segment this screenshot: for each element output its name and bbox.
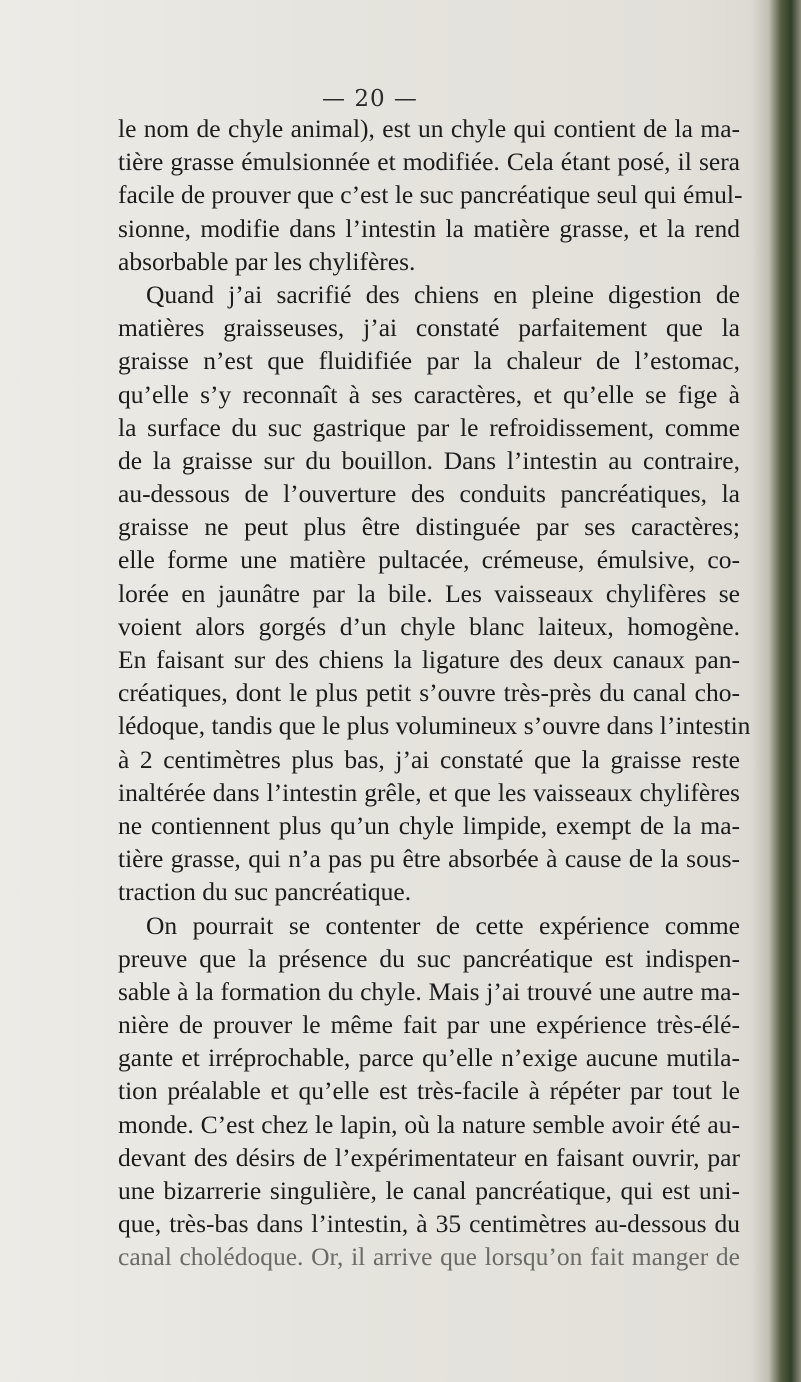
text-line: graisse ne peut plus être distinguée par ses caractères; <box>118 512 740 542</box>
text-line: devant des désirs de l’expérimentateur en faisant ouvrir, par <box>118 1142 740 1172</box>
text-line: elle forme une matière pultacée, crémeuse, émulsive, co- <box>118 545 740 575</box>
text-line: absorbable par les chylifères. <box>118 246 416 276</box>
text-line: à 2 centimètres plus bas, j’ai constaté que la graisse reste <box>118 744 740 774</box>
text-line: le nom de chyle animal), est un chyle qui contient de la ma- <box>118 114 740 143</box>
text-line: créatiques, dont le plus petit s’ouvre très-près du canal cho- <box>118 678 740 708</box>
text-line: voient alors gorgés d’un chyle blanc laiteux, homogène. <box>118 611 740 641</box>
text-line: tière grasse, qui n’a pas pu être absorbée à cause de la sous- <box>118 844 740 874</box>
text-line: tion préalable et qu’elle est très-facile à répéter par tout le <box>118 1076 740 1106</box>
text-line: lédoque, tandis que le plus volumineux s’ouvre dans l’intestin <box>118 711 751 741</box>
text-line: de la graisse sur du bouillon. Dans l’intestin au contraire, <box>118 445 740 475</box>
text-line: graisse n’est que fluidifiée par la chaleur de l’estomac, <box>118 346 740 376</box>
text-line: une bizarrerie singulière, le canal pancréatique, qui est uni- <box>118 1176 740 1205</box>
text-line: lorée en jaunâtre par la bile. Les vaisseaux chylifères se <box>118 578 740 608</box>
page-edge-shadow <box>751 0 801 1382</box>
text-line: monde. C’est chez le lapin, où la nature semble avoir été au- <box>118 1109 740 1139</box>
text-line: que, très-bas dans l’intestin, à 35 centimètres au-dessous du <box>118 1209 740 1239</box>
text-line: la surface du suc gastrique par le refroidissement, comme <box>118 412 740 442</box>
text-line: ne contiennent plus qu’un chyle limpide, exempt de la ma- <box>118 810 740 840</box>
text-line: matières graisseuses, j’ai constaté parfaitement que la <box>118 313 740 343</box>
text-line: nière de prouver le même fait par une expérience très-élé- <box>118 1010 740 1040</box>
text-line: Quand j’ai sacrifié des chiens en pleine digestion de <box>146 279 740 309</box>
body-text <box>118 112 751 1274</box>
text-line: sable à la formation du chyle. Mais j’ai trouvé une autre ma- <box>118 976 740 1006</box>
text-line: gante et irréprochable, parce qu’elle n’exige aucune mutila- <box>118 1043 740 1073</box>
text-line: qu’elle s’y reconnaît à ses caractères, et qu’elle se fige à <box>118 379 740 409</box>
text-line: canal cholédoque. Or, il arrive que lorsqu’on fait manger de <box>118 1242 740 1272</box>
text-line: sionne, modifie dans l’intestin la matière grasse, et la rend <box>118 213 740 243</box>
text-line: inaltérée dans l’intestin grêle, et que les vaisseaux chylifères <box>118 777 740 807</box>
text-line: tière grasse émulsionnée et modifiée. Cela étant posé, il sera <box>118 147 740 177</box>
text-line: On pourrait se contenter de cette expérience comme <box>146 910 740 940</box>
page-number: — 20 — <box>322 86 418 112</box>
text-line: preuve que la présence du suc pancréatique est indispen- <box>118 943 740 973</box>
text-line: En faisant sur des chiens la ligature des deux canaux pan- <box>118 645 740 674</box>
text-line: au-dessous de l’ouverture des conduits pancréatiques, la <box>118 479 740 509</box>
text-line: facile de prouver que c’est le suc pancréatique seul qui émul- <box>118 180 743 210</box>
text-line: traction du suc pancréatique. <box>118 877 412 907</box>
